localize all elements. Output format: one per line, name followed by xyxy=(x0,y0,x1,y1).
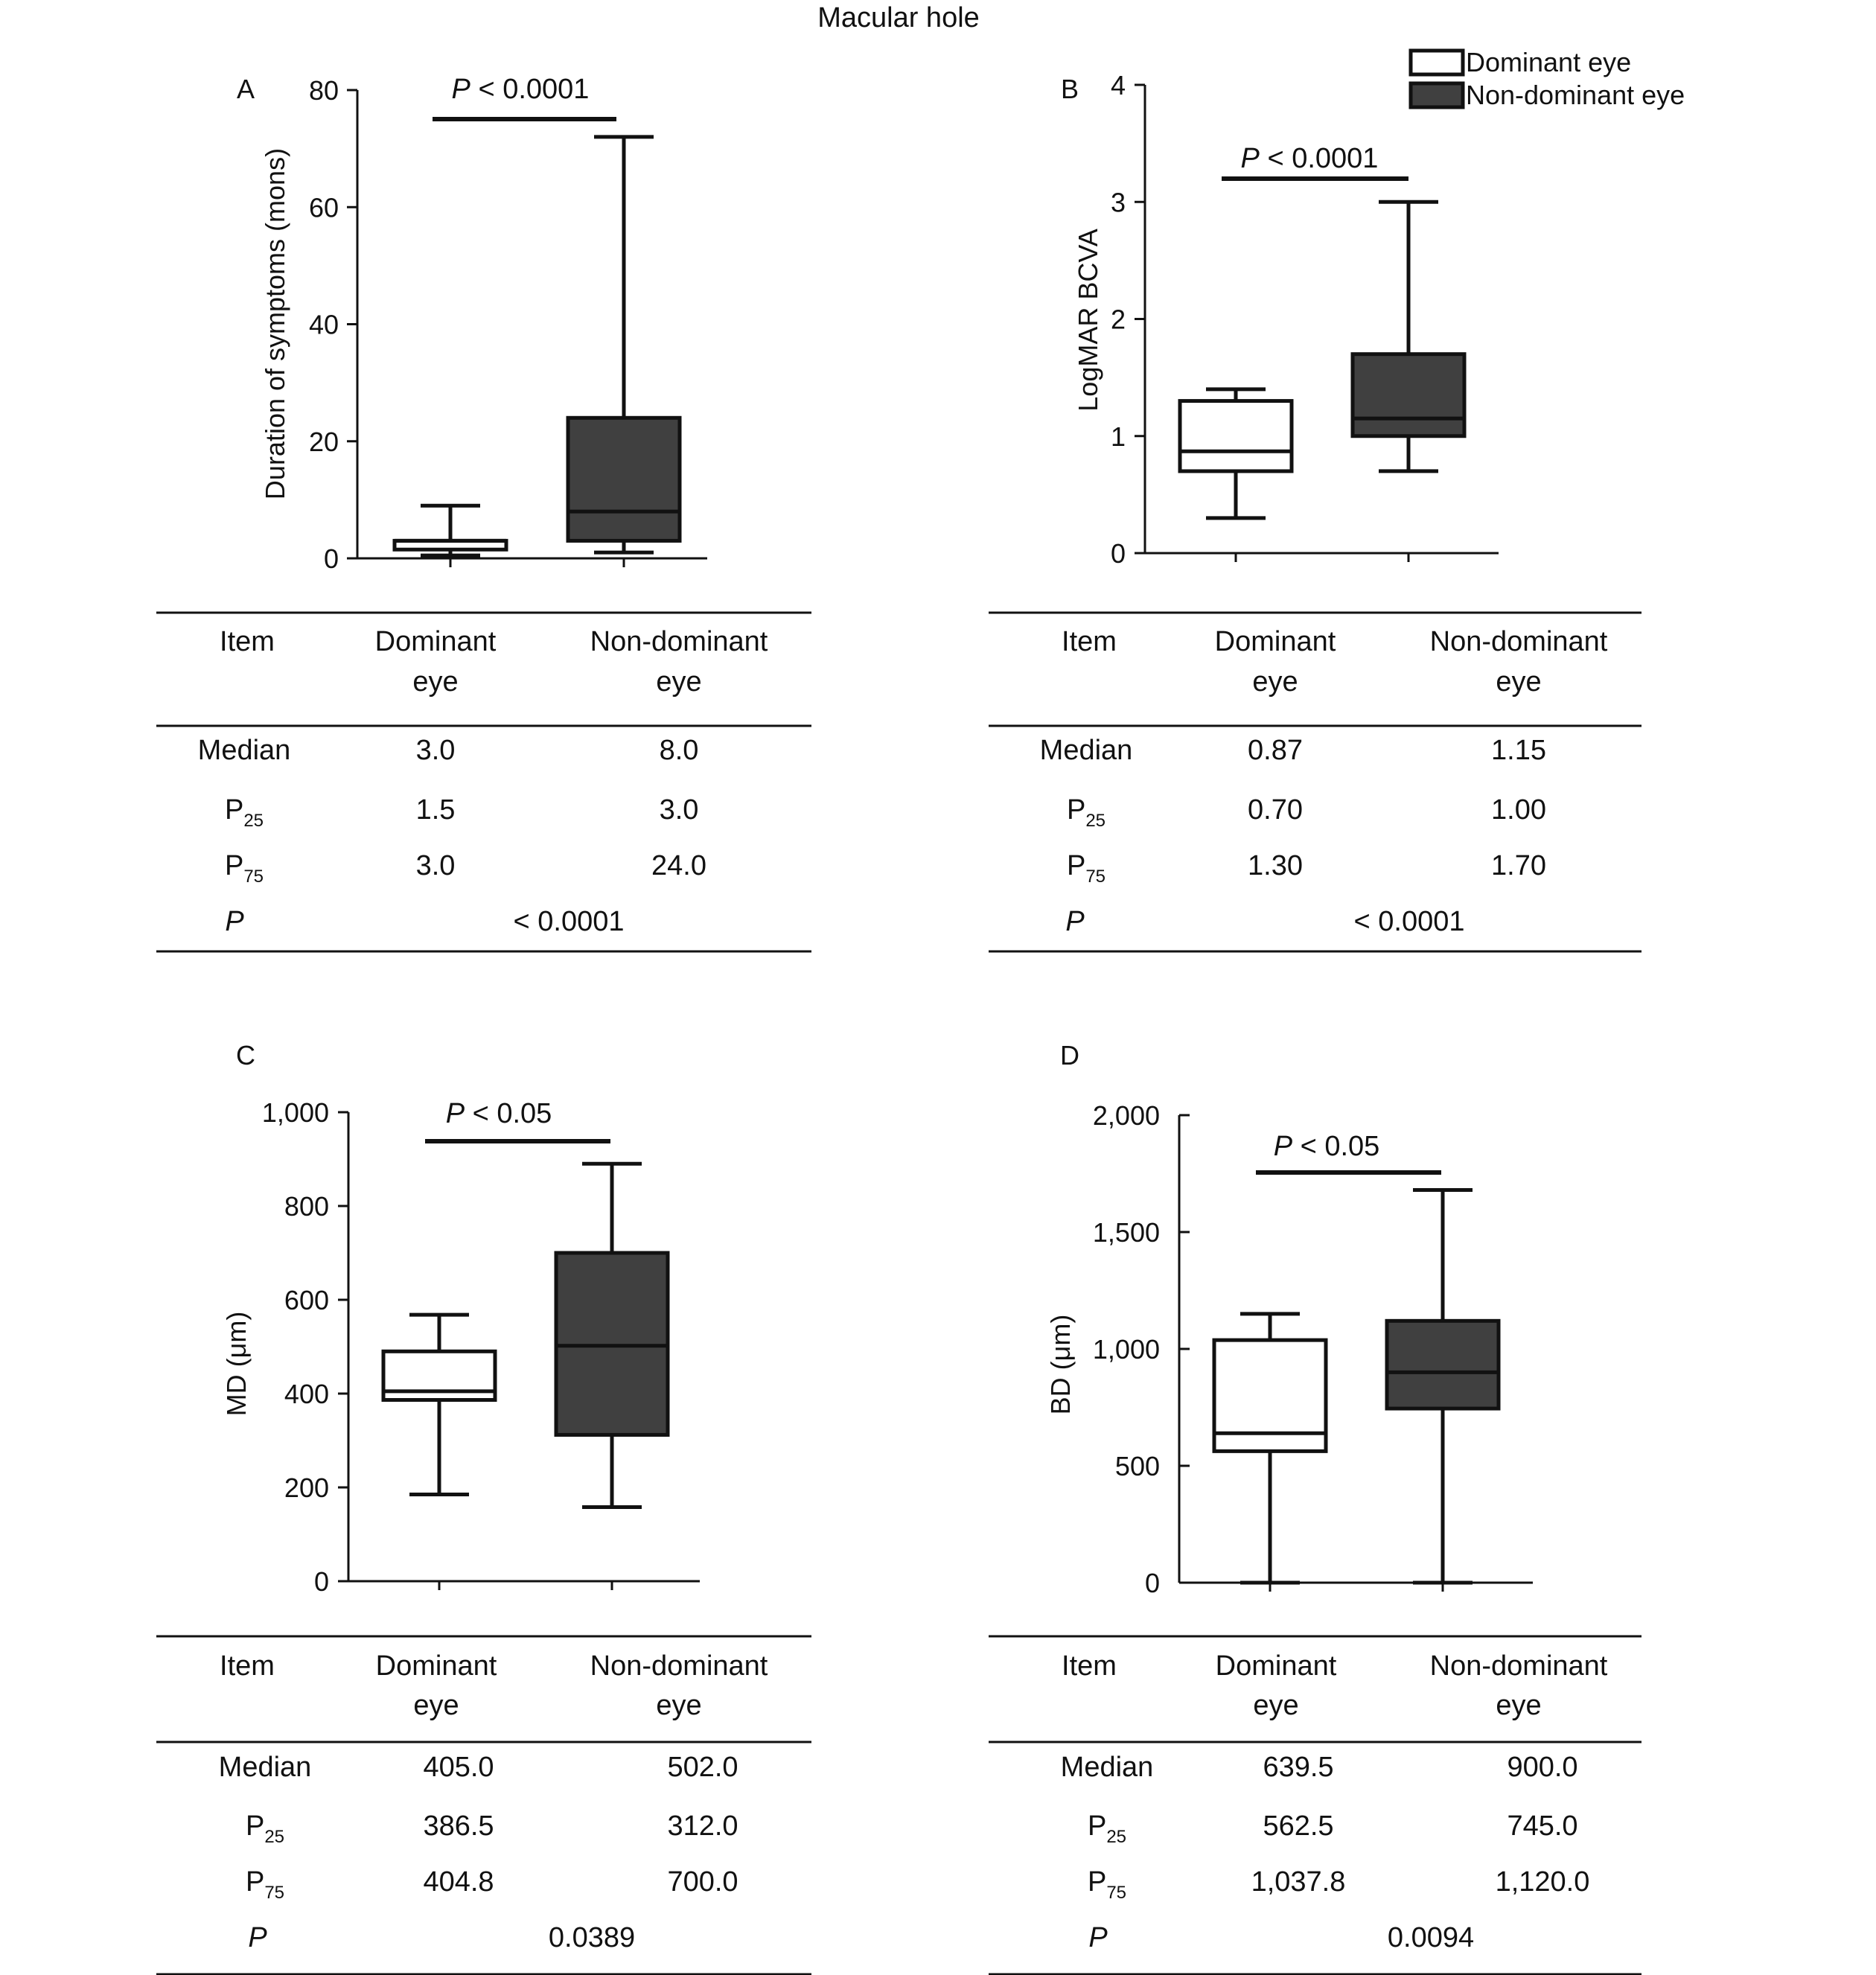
panel-a-significance-p: P xyxy=(451,74,470,105)
panel-d-table-cell-nondominant: 1,120.0 xyxy=(1495,1866,1590,1898)
panel-a-box-nondominant-iqr xyxy=(568,418,680,540)
panel-b-table-cell-dominant: 0.87 xyxy=(1248,735,1303,766)
panel-a-box-dominant xyxy=(395,505,506,555)
panel-c-table-header-dominant-2: eye xyxy=(413,1690,459,1721)
legend-label-nondominant: Non-dominant eye xyxy=(1466,80,1685,110)
panel-b-table-header-item: Item xyxy=(1062,626,1117,657)
panel-d-table-header-nondominant-2: eye xyxy=(1496,1690,1542,1721)
panel-d-ytick-label: 1,000 xyxy=(1092,1334,1160,1365)
panel-a-table-header-nondominant-2: eye xyxy=(656,666,702,698)
panel-c-table-row-label-sub: 25 xyxy=(264,1827,285,1847)
panel-d-y-label: BD (μm) xyxy=(1045,1314,1076,1415)
panel-a-table-header-item: Item xyxy=(220,626,275,657)
panel-b-table-header-dominant-2: eye xyxy=(1252,666,1298,698)
panel-c-significance-p: P xyxy=(445,1098,465,1129)
panel-a-significance-label xyxy=(452,74,590,105)
panel-c-ytick-label: 600 xyxy=(284,1285,329,1315)
panel-d-table-row-label xyxy=(1088,1810,1126,1847)
panel-c-y-label: MD (μm) xyxy=(221,1311,252,1417)
panel-b-table-cell-dominant: 1.30 xyxy=(1248,850,1303,881)
panel-a-table-cell-dominant: 1.5 xyxy=(415,794,456,826)
panel-b-table-cell-nondominant: 1.00 xyxy=(1491,794,1546,826)
panel-d-letter: D xyxy=(1060,1040,1079,1071)
panel-b xyxy=(989,70,1642,951)
panel-a-table-p-label: P xyxy=(225,906,244,937)
panel-d xyxy=(989,1040,1642,1974)
panel-c-table-cell-dominant: 405.0 xyxy=(423,1752,494,1783)
panel-d-box-nondominant-iqr xyxy=(1387,1321,1499,1408)
panel-c-table-p-value: 0.0389 xyxy=(548,1922,636,1953)
panel-d-table-header-dominant-2: eye xyxy=(1253,1690,1299,1721)
panel-c-ytick-label: 1,000 xyxy=(261,1097,329,1128)
panel-d-table-row-label xyxy=(1061,1752,1154,1783)
panel-b-table-row-label-main: P xyxy=(1066,794,1086,826)
panel-c-table-header-nondominant: Non-dominant xyxy=(590,1650,768,1682)
panel-a-significance-value: < 0.0001 xyxy=(470,74,590,105)
panel-c-ytick-label: 200 xyxy=(284,1473,329,1503)
panel-a-table-header-nondominant: Non-dominant xyxy=(590,626,768,657)
panel-b-table-p-value: < 0.0001 xyxy=(1353,906,1465,937)
panel-a-table-row-label xyxy=(198,735,291,766)
panel-a-table-row-label-main: P xyxy=(224,794,244,826)
panel-b-significance-label xyxy=(1241,143,1379,174)
panel-a-ytick-label: 0 xyxy=(323,543,339,574)
panel-c-table-cell-dominant: 404.8 xyxy=(423,1866,494,1898)
panel-c-table-header-dominant: Dominant xyxy=(375,1650,497,1682)
panel-a-table-p-value: < 0.0001 xyxy=(513,906,625,937)
panel-d-box-nondominant xyxy=(1387,1190,1499,1583)
panel-b-ytick-label: 4 xyxy=(1110,70,1126,100)
panel-d-table-cell-dominant: 1,037.8 xyxy=(1251,1866,1346,1898)
panel-a-table-cell-dominant: 3.0 xyxy=(415,735,456,766)
panel-d-table xyxy=(989,1636,1642,1974)
panel-a-table-row-label-main: Median xyxy=(197,735,291,766)
panel-b-table xyxy=(989,613,1642,951)
panel-b-table-row-label xyxy=(1040,735,1133,766)
panel-d-table-cell-dominant: 562.5 xyxy=(1263,1810,1334,1842)
panel-c-ytick-label: 400 xyxy=(284,1379,329,1409)
panel-d-ytick-label: 0 xyxy=(1144,1568,1160,1598)
panel-b-ytick-label: 3 xyxy=(1110,187,1126,218)
panel-a-table-row-label-sub: 25 xyxy=(243,811,264,831)
panel-a-table-row-label xyxy=(225,850,264,887)
panel-d-table-row-label-sub: 25 xyxy=(1106,1827,1127,1847)
panel-c-ytick-label: 0 xyxy=(313,1566,329,1597)
panel-c-box-nondominant xyxy=(556,1164,668,1507)
panel-d-table-header-nondominant: Non-dominant xyxy=(1429,1650,1608,1682)
panel-d-table-row-label-main: P xyxy=(1087,1810,1107,1842)
panel-b-significance-p: P xyxy=(1240,143,1260,174)
legend-label-dominant: Dominant eye xyxy=(1466,47,1632,77)
panel-b-y-label: LogMAR BCVA xyxy=(1073,229,1103,412)
panel-d-table-header-dominant: Dominant xyxy=(1215,1650,1337,1682)
panel-b-box-nondominant xyxy=(1353,202,1464,471)
panel-d-table-row-label xyxy=(1088,1866,1126,1903)
panel-c-table xyxy=(156,1636,811,1974)
panel-c-table-row-label xyxy=(246,1866,284,1903)
panel-b-letter: B xyxy=(1060,74,1079,104)
panel-c-table-cell-nondominant: 502.0 xyxy=(667,1752,738,1783)
panel-b-table-cell-nondominant: 1.15 xyxy=(1491,735,1546,766)
panel-d-table-cell-dominant: 639.5 xyxy=(1263,1752,1334,1783)
panel-b-table-header-nondominant-2: eye xyxy=(1496,666,1542,698)
panel-d-significance-value: < 0.05 xyxy=(1292,1131,1380,1162)
legend-swatch-nondominant xyxy=(1411,83,1463,107)
panel-a-table-row-label xyxy=(225,794,264,831)
panel-a-table-cell-dominant: 3.0 xyxy=(415,850,456,881)
panel-a-table-row-label-main: P xyxy=(224,850,244,881)
panel-a-table-cell-nondominant: 24.0 xyxy=(651,850,706,881)
panel-b-ytick-label: 2 xyxy=(1110,304,1126,335)
panel-d-ytick-label: 2,000 xyxy=(1092,1100,1160,1131)
panel-b-table-header-nondominant: Non-dominant xyxy=(1429,626,1608,657)
panel-b-significance-value: < 0.0001 xyxy=(1259,143,1379,174)
panel-d-table-row-label-sub: 75 xyxy=(1106,1883,1127,1903)
panel-a-y-label: Duration of symptoms (mons) xyxy=(260,147,290,500)
panel-b-table-cell-dominant: 0.70 xyxy=(1248,794,1303,826)
panel-b-ytick-label: 0 xyxy=(1110,538,1126,569)
panel-d-table-p-value: 0.0094 xyxy=(1387,1922,1475,1953)
panel-c-table-row-label-main: Median xyxy=(218,1752,312,1783)
panel-c-box-nondominant-iqr xyxy=(556,1253,668,1435)
panel-c xyxy=(156,1040,811,1974)
panel-a-table-header-dominant-2: eye xyxy=(412,666,459,698)
panel-d-table-header-item: Item xyxy=(1062,1650,1117,1682)
panel-c-box-dominant xyxy=(383,1315,495,1494)
legend xyxy=(1411,47,1685,110)
panel-b-ytick-label: 1 xyxy=(1110,421,1126,452)
panel-c-ytick-label: 800 xyxy=(284,1191,329,1222)
panel-d-significance-p: P xyxy=(1273,1131,1293,1162)
panel-b-table-row-label xyxy=(1067,850,1106,887)
panel-b-box-dominant xyxy=(1180,389,1292,518)
panel-a-table-cell-nondominant: 3.0 xyxy=(659,794,699,826)
panel-c-table-header-item: Item xyxy=(220,1650,275,1682)
panel-c-significance-value: < 0.05 xyxy=(465,1098,552,1129)
panel-d-table-p-label: P xyxy=(1088,1922,1108,1953)
panel-a-letter: A xyxy=(236,74,255,104)
panel-b-table-row-label-sub: 75 xyxy=(1085,867,1106,887)
panel-a-table xyxy=(156,613,811,951)
legend-swatch-dominant xyxy=(1411,51,1463,74)
panel-c-table-row-label xyxy=(246,1810,284,1847)
panel-d-significance-label xyxy=(1274,1131,1380,1162)
panel-d-table-row-label-main: P xyxy=(1087,1866,1107,1898)
panel-b-box-nondominant-iqr xyxy=(1353,354,1464,436)
panel-b-table-cell-nondominant: 1.70 xyxy=(1491,850,1546,881)
panel-d-table-row-label-main: Median xyxy=(1060,1752,1154,1783)
panel-a xyxy=(156,74,811,951)
panel-d-ytick-label: 1,500 xyxy=(1092,1217,1160,1248)
panel-c-letter: C xyxy=(236,1040,255,1071)
panel-a-ytick-label: 20 xyxy=(308,426,339,457)
panel-a-table-cell-nondominant: 8.0 xyxy=(659,735,699,766)
panel-b-table-row-label-main: Median xyxy=(1039,735,1133,766)
panel-c-table-row-label-main: P xyxy=(245,1810,265,1842)
panel-b-table-header-dominant: Dominant xyxy=(1214,626,1336,657)
panel-b-table-p-label: P xyxy=(1065,906,1085,937)
panel-a-box-nondominant xyxy=(568,137,680,552)
figure-title: Macular hole xyxy=(817,2,980,33)
panel-a-ytick-label: 60 xyxy=(308,192,339,223)
panel-d-table-cell-nondominant: 745.0 xyxy=(1507,1810,1578,1842)
panel-b-table-row-label-sub: 25 xyxy=(1085,811,1106,831)
panel-b-box-dominant-iqr xyxy=(1180,401,1292,471)
panel-b-table-row-label xyxy=(1067,794,1106,831)
panel-c-table-row-label xyxy=(219,1752,312,1783)
panel-c-table-p-label: P xyxy=(248,1922,267,1953)
panel-c-table-header-nondominant-2: eye xyxy=(656,1690,702,1721)
panel-c-table-cell-nondominant: 312.0 xyxy=(667,1810,738,1842)
panels xyxy=(156,70,1642,1974)
panel-a-ytick-label: 80 xyxy=(308,75,339,106)
panel-c-table-row-label-main: P xyxy=(245,1866,265,1898)
panel-c-significance-label xyxy=(446,1098,552,1129)
panel-c-table-row-label-sub: 75 xyxy=(264,1883,285,1903)
panel-c-table-cell-dominant: 386.5 xyxy=(423,1810,494,1842)
panel-a-ytick-label: 40 xyxy=(308,309,339,340)
panel-d-table-cell-nondominant: 900.0 xyxy=(1507,1752,1578,1783)
panel-d-box-dominant xyxy=(1214,1314,1326,1583)
panel-d-ytick-label: 500 xyxy=(1114,1451,1160,1481)
panel-a-table-row-label-sub: 75 xyxy=(243,867,264,887)
panel-b-table-row-label-main: P xyxy=(1066,850,1086,881)
panel-c-table-cell-nondominant: 700.0 xyxy=(667,1866,738,1898)
panel-a-table-header-dominant: Dominant xyxy=(374,626,497,657)
